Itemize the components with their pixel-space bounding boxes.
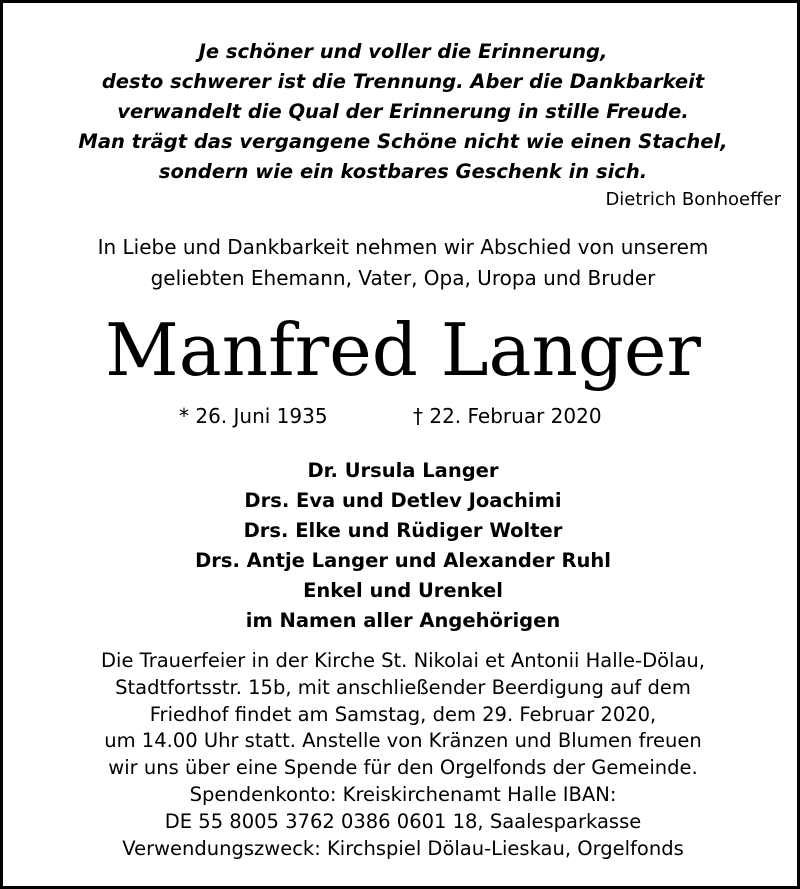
intro-text — [3, 232, 800, 294]
mourner-entry: Dr. Ursula Langer — [307, 459, 499, 482]
quote-line: Je schöner und voller die Erinnerung, — [198, 40, 608, 63]
quote-line: desto schwerer ist die Trennung. Aber die Dankbarkeit — [101, 70, 705, 93]
details-line: Stadtfortsstr. 15b, mit anschließender Beerdigung auf dem — [115, 675, 691, 699]
mourner-entry: Enkel und Urenkel — [303, 579, 503, 602]
details-line: Die Trauerfeier in der Kirche St. Nikolai et Antonii Halle-Dölau, — [101, 649, 705, 672]
mourner-entry: im Namen aller Angehörigen — [245, 609, 561, 632]
details-line: DE 55 8005 3762 0386 0601 18, Saalesparkasse — [164, 809, 642, 833]
intro-line: geliebten Ehemann, Vater, Opa, Uropa und Bruder — [150, 266, 656, 290]
details-line: um 14.00 Uhr statt. Anstelle von Kränzen und Blumen freuen — [104, 729, 702, 753]
deceased-name: Manfred Langer — [105, 308, 701, 392]
mourner-entry: Drs. Eva und Detlev Joachimi — [244, 489, 562, 512]
details-line: Spendenkonto: Kreiskirchenamt Halle IBAN: — [189, 782, 617, 806]
quote-block — [3, 37, 800, 187]
quote-line: Man trägt das vergangene Schöne nicht wie einen Stachel, — [78, 130, 728, 153]
details-line: Friedhof findet am Samstag, dem 29. Februar 2020, — [149, 702, 657, 726]
mourner-entry: Drs. Elke und Rüdiger Wolter — [243, 519, 563, 542]
quote-line: sondern wie ein kostbares Geschenk in sich. — [158, 160, 648, 183]
birth-date: * 26. Juni 1935 — [179, 404, 328, 428]
quote-line: verwandelt die Qual der Erinnerung in stille Freude. — [117, 100, 689, 123]
intro-line: In Liebe und Dankbarkeit nehmen wir Abschied von unserem — [97, 235, 709, 259]
funeral-details — [3, 648, 800, 862]
details-line: Verwendungszweck: Kirchspiel Dölau-Lieskau, Orgelfonds — [122, 836, 684, 860]
mourner-entry: Drs. Antje Langer und Alexander Ruhl — [195, 549, 611, 572]
quote-author: Dietrich Bonhoeffer — [605, 189, 781, 210]
details-line: wir uns über eine Spende für den Orgelfonds der Gemeinde. — [108, 756, 698, 780]
mourners-list — [3, 456, 800, 636]
death-date: † 22. Februar 2020 — [413, 404, 602, 428]
